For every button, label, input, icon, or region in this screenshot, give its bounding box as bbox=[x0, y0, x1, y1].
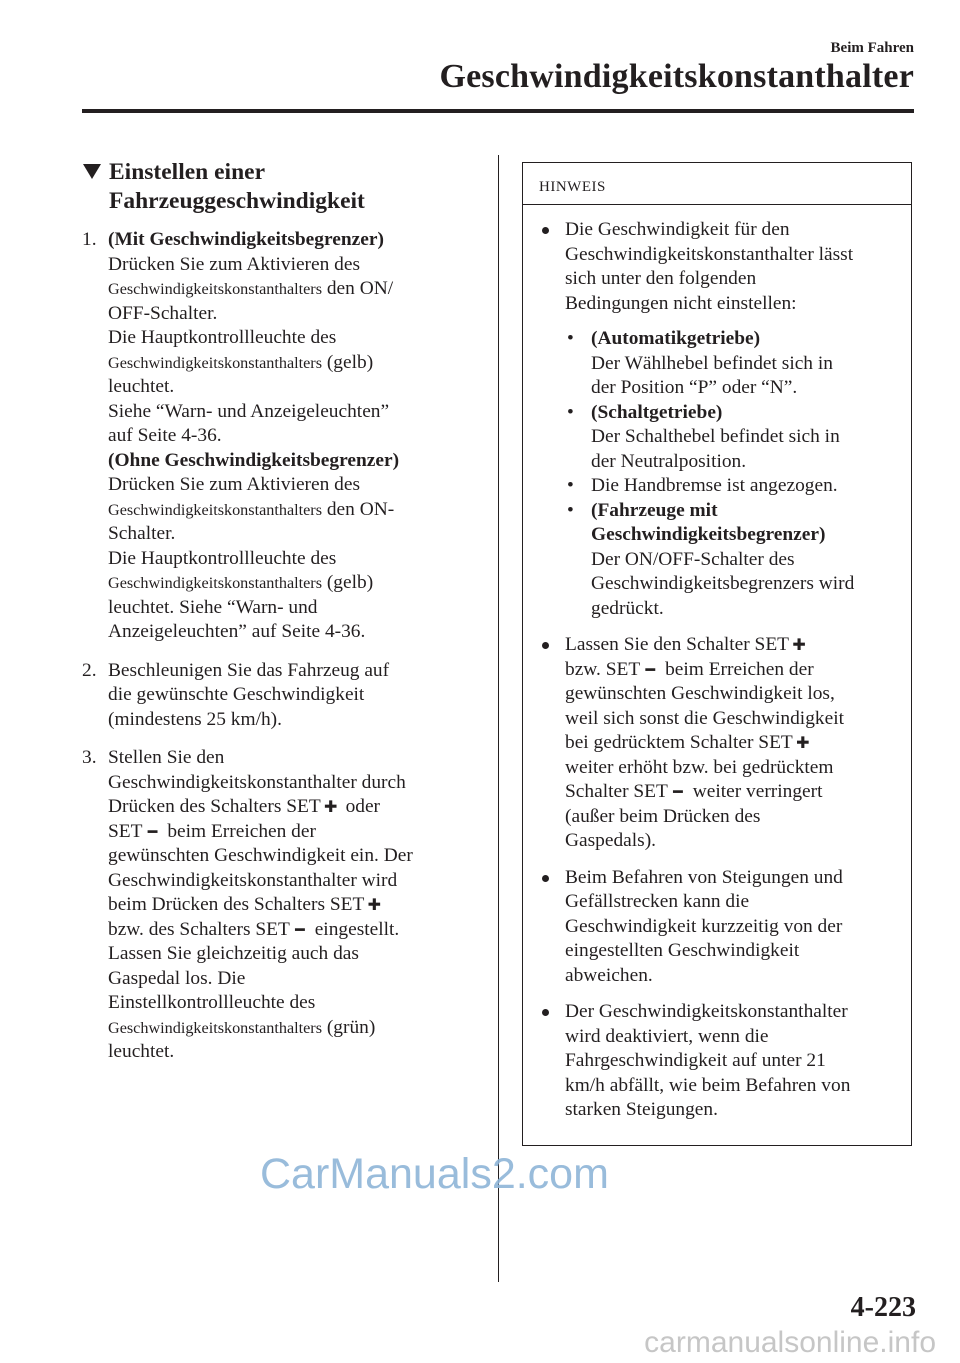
bullet-icon bbox=[542, 875, 549, 882]
note-body bbox=[523, 205, 911, 1123]
bullet-icon: • bbox=[567, 328, 574, 349]
note-bullet-1: Die Geschwindigkeit für den Geschwindigkeitskonstanthalter lässt sich unter den folgenden Bedingungen nicht einstellen: • (Automatikgetriebe) Der Wählhebel befindet sich in der Position “P” oder “N”. • (Schaltgetriebe) Der Schalthebel befindet sich in der Neutralposition. • Die Handbremse ist angezogen. • (Fahrzeuge mit Geschwindigkeitsbegrenzer) Der ON/OFF-Schalter des Geschwindigkeitsbegrenzers wird gedrückt. bbox=[539, 218, 903, 621]
note-bullet-2: Lassen Sie den Schalter SET ✚ bzw. SET ━ beim Erreichen der gewünschten Geschwindigkeit los, weil sich sonst die Geschwindigkeit bei gedrücktem Schalter SET ✚ weiter erhöht bzw. bei gedrücktem Schalter SET ━ weiter verringert (außer beim Drücken des Gaspedals). bbox=[539, 633, 903, 854]
column-divider bbox=[498, 155, 499, 1282]
note-bullet-3: Beim Befahren von Steigungen und Gefällstrecken kann die Geschwindigkeit kurzzeitig von der eingestellten Geschwindigkeit abweichen. bbox=[539, 866, 903, 989]
condition-list bbox=[565, 327, 903, 621]
plus-icon: ✚ bbox=[796, 733, 810, 752]
note-heading: HINWEIS bbox=[523, 163, 911, 205]
step-subtitle: (Mit Geschwindigkeitsbegrenzer) bbox=[108, 229, 384, 250]
minus-icon: ━ bbox=[295, 919, 305, 939]
bullet-icon bbox=[542, 227, 549, 234]
minus-icon: ━ bbox=[645, 659, 656, 679]
plus-icon: ✚ bbox=[792, 635, 806, 654]
triangle-marker-icon bbox=[83, 164, 101, 179]
page-number: 4-223 bbox=[850, 1292, 916, 1323]
minus-icon: ━ bbox=[673, 782, 683, 801]
bullet-icon bbox=[542, 1009, 549, 1016]
step-number: 3. bbox=[82, 747, 97, 768]
section-name: Beim Fahren bbox=[830, 40, 914, 56]
bullet-icon bbox=[542, 642, 549, 649]
plus-icon: ✚ bbox=[367, 895, 382, 914]
header-rule bbox=[82, 109, 914, 113]
bullet-icon: • bbox=[567, 475, 574, 496]
condition-item: • Die Handbremse ist angezogen. bbox=[565, 474, 903, 499]
minus-icon: ━ bbox=[147, 821, 158, 841]
condition-item: • (Automatikgetriebe) Der Wählhebel befindet sich in der Position “P” oder “N”. bbox=[567, 328, 833, 398]
step-subtitle: (Ohne Geschwindigkeitsbegrenzer) bbox=[108, 449, 400, 471]
watermark-logo: CarManuals2.com bbox=[260, 1150, 609, 1198]
condition-item: • (Fahrzeuge mit Geschwindigkeitsbegrenzer) Der ON/OFF-Schalter des Geschwindigkeitsbegrenzers wird gedrückt. bbox=[567, 499, 855, 619]
bullet-icon: • bbox=[567, 401, 574, 423]
section-heading: Einstellen einer Fahrzeuggeschwindigkeit bbox=[82, 158, 474, 216]
step-number: 1. bbox=[82, 229, 97, 250]
step-2: 2. Beschleunigen Sie das Fahrzeug auf die gewünschte Geschwindigkeit (mindestens 25 km/h). bbox=[82, 659, 390, 730]
footer-watermark: carmanualsonline.info bbox=[644, 1326, 936, 1359]
bullet-icon: • bbox=[567, 499, 574, 521]
plus-icon: ✚ bbox=[324, 797, 338, 816]
note-box bbox=[522, 162, 912, 1146]
note-bullet-4: Der Geschwindigkeitskonstanthalter wird deaktiviert, wenn die Fahrgeschwindigkeit auf unter 21 km/h abfällt, wie beim Befahren von starken Steigungen. bbox=[539, 1000, 903, 1123]
step-number: 2. bbox=[82, 659, 97, 681]
condition-item: • (Schaltgetriebe) Der Schalthebel befindet sich in der Neutralposition. bbox=[567, 401, 840, 472]
left-column bbox=[82, 158, 474, 1079]
step-1: 1. (Mit Geschwindigkeitsbegrenzer) Drücken Sie zum Aktivieren des Geschwindigkeitskonstanthalters den ON/ OFF-Schalter. Die Hauptkontrollleuchte des Geschwindigkeitskonstanthalters (gelb) leuchtet. Siehe “Warn- und Anzeigeleuchten” auf Seite 4-36. (Ohne Geschwindigkeitsbegrenzer) Drücken Sie zum Aktivieren des Geschwindigkeitskonstanthalters den ON- Schalter. Die Hauptkontrollleuchte des Geschwindigkeitskonstanthalters (gelb) leuchtet. Siehe “Warn- und Anzeigeleuchten” auf Seite 4-36. bbox=[82, 228, 474, 645]
step-3: 3. Stellen Sie den Geschwindigkeitskonstanthalter durch Drücken des Schalters SET ✚ oder SET ━ beim Erreichen der gewünschten Geschwindigkeit ein. Der Geschwindigkeitskonstanthalter wird beim Drücken des Schalters SET ✚ bzw. des Schalters SET ━ eingestellt. Lassen Sie gleichzeitig auch das Gaspedal los. Die Einstellkontrollleuchte des Geschwindigkeitskonstanthalters (grün) leuchtet. bbox=[82, 747, 413, 1062]
page-title: Geschwindigkeitskonstanthalter bbox=[439, 58, 914, 95]
